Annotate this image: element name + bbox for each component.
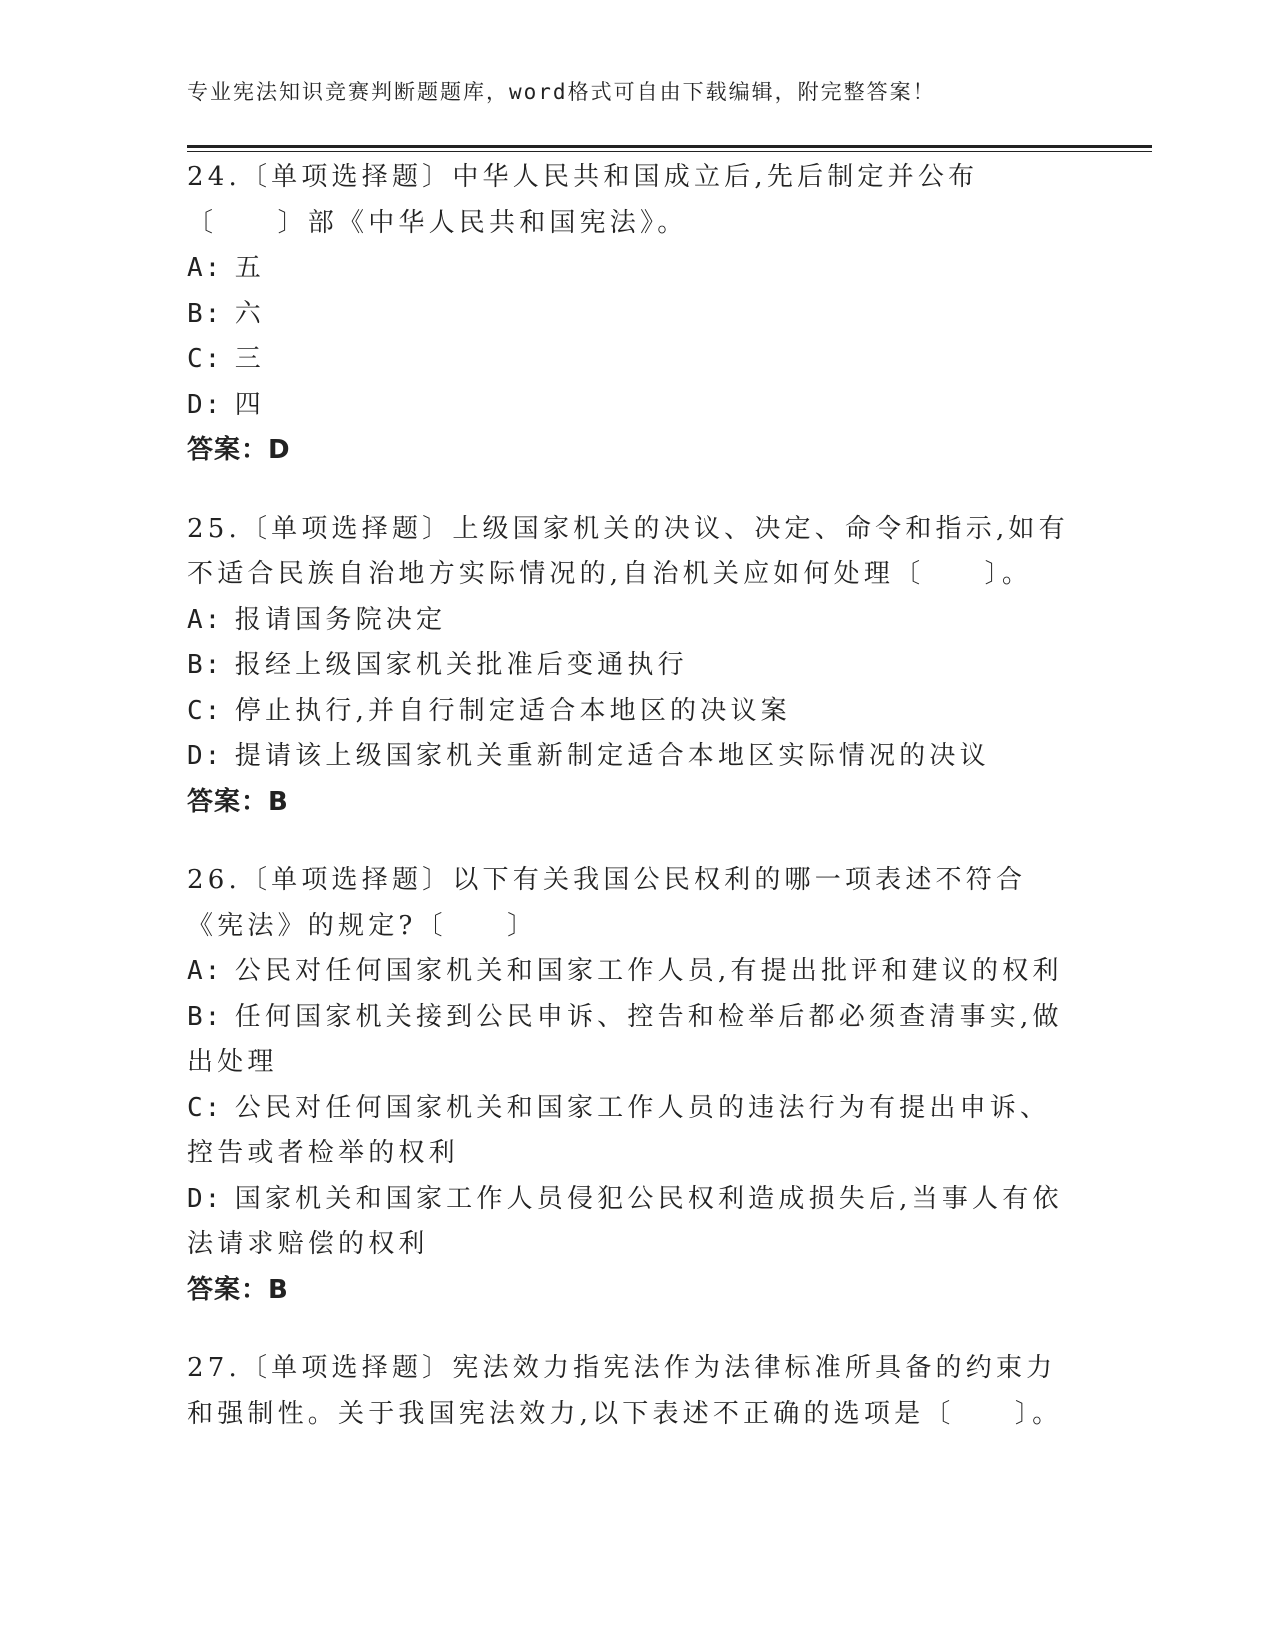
- option-c: [187, 1086, 1077, 1177]
- option-letter: D:: [187, 1183, 223, 1214]
- option-text: 五: [234, 253, 265, 283]
- question-list: [187, 155, 1077, 1470]
- option-letter: C:: [187, 1092, 223, 1123]
- question-25: [187, 507, 1077, 826]
- question-text: 27.〔单项选择题〕宪法效力指宪法作为法律标准所具备的约束力和强制性。关于我国宪法效力,以下表述不正确的选项是〔 〕。: [187, 1353, 1063, 1429]
- option-letter: A:: [187, 253, 223, 283]
- option-letter: D:: [187, 389, 223, 420]
- option-b: [187, 995, 1077, 1086]
- header-rule-thin: [187, 151, 1152, 152]
- option-text: 提请该上级国家机关重新制定适合本地区实际情况的决议: [234, 741, 990, 771]
- option-text: 四: [234, 389, 265, 420]
- option-c: [187, 689, 1077, 735]
- page-header: 专业宪法知识竞赛判断题题库，word格式可自由下载编辑，附完整答案！: [187, 80, 936, 104]
- option-a: [187, 598, 1077, 644]
- answer-line: 答案：B: [187, 786, 289, 817]
- option-text: 报经上级国家机关批准后变通执行: [234, 650, 688, 680]
- option-text: 报请国务院决定: [234, 604, 447, 635]
- option-letter: B:: [187, 298, 223, 329]
- option-letter: B:: [187, 1001, 223, 1032]
- option-text: 任何国家机关接到公民申诉、控告和检举后都必须查清事实,做出处理: [187, 1001, 1063, 1077]
- question-text: 25.〔单项选择题〕上级国家机关的决议、决定、命令和指示,如有不适合民族自治地方实际情况的,自治机关应如何处理〔 〕。: [187, 513, 1069, 589]
- option-b: [187, 292, 1077, 338]
- option-text: 国家机关和国家工作人员侵犯公民权利造成损失后,当事人有依法请求赔偿的权利: [187, 1183, 1063, 1259]
- answer-line: 答案：D: [187, 435, 291, 465]
- option-letter: C:: [187, 344, 223, 374]
- question-27: [187, 1346, 1077, 1437]
- option-letter: A:: [187, 604, 223, 635]
- option-c: [187, 337, 1077, 383]
- option-b: [187, 643, 1077, 689]
- option-letter: A:: [187, 956, 223, 986]
- option-d: [187, 1177, 1077, 1268]
- option-letter: B:: [187, 650, 223, 680]
- header-rule-thick: [187, 145, 1152, 148]
- option-text: 三: [234, 344, 265, 374]
- option-text: 六: [234, 298, 265, 329]
- option-a: [187, 949, 1077, 995]
- answer-line: 答案：B: [187, 1274, 289, 1305]
- question-text: 24.〔单项选择题〕中华人民共和国成立后,先后制定并公布〔 〕部《中华人民共和国宪法》。: [187, 162, 979, 238]
- option-d: [187, 734, 1077, 780]
- question-26: [187, 858, 1077, 1313]
- option-letter: D:: [187, 741, 223, 771]
- option-a: [187, 246, 1077, 292]
- option-text: 公民对任何国家机关和国家工作人员的违法行为有提出申诉、控告或者检举的权利: [187, 1092, 1051, 1168]
- question-text: 26.〔单项选择题〕以下有关我国公民权利的哪一项表述不符合《宪法》的规定?〔 〕: [187, 865, 1027, 941]
- option-text: 停止执行,并自行制定适合本地区的决议案: [234, 695, 791, 726]
- question-24: [187, 155, 1077, 474]
- option-text: 公民对任何国家机关和国家工作人员,有提出批评和建议的权利: [234, 956, 1063, 986]
- option-d: [187, 383, 1077, 429]
- option-letter: C:: [187, 695, 223, 726]
